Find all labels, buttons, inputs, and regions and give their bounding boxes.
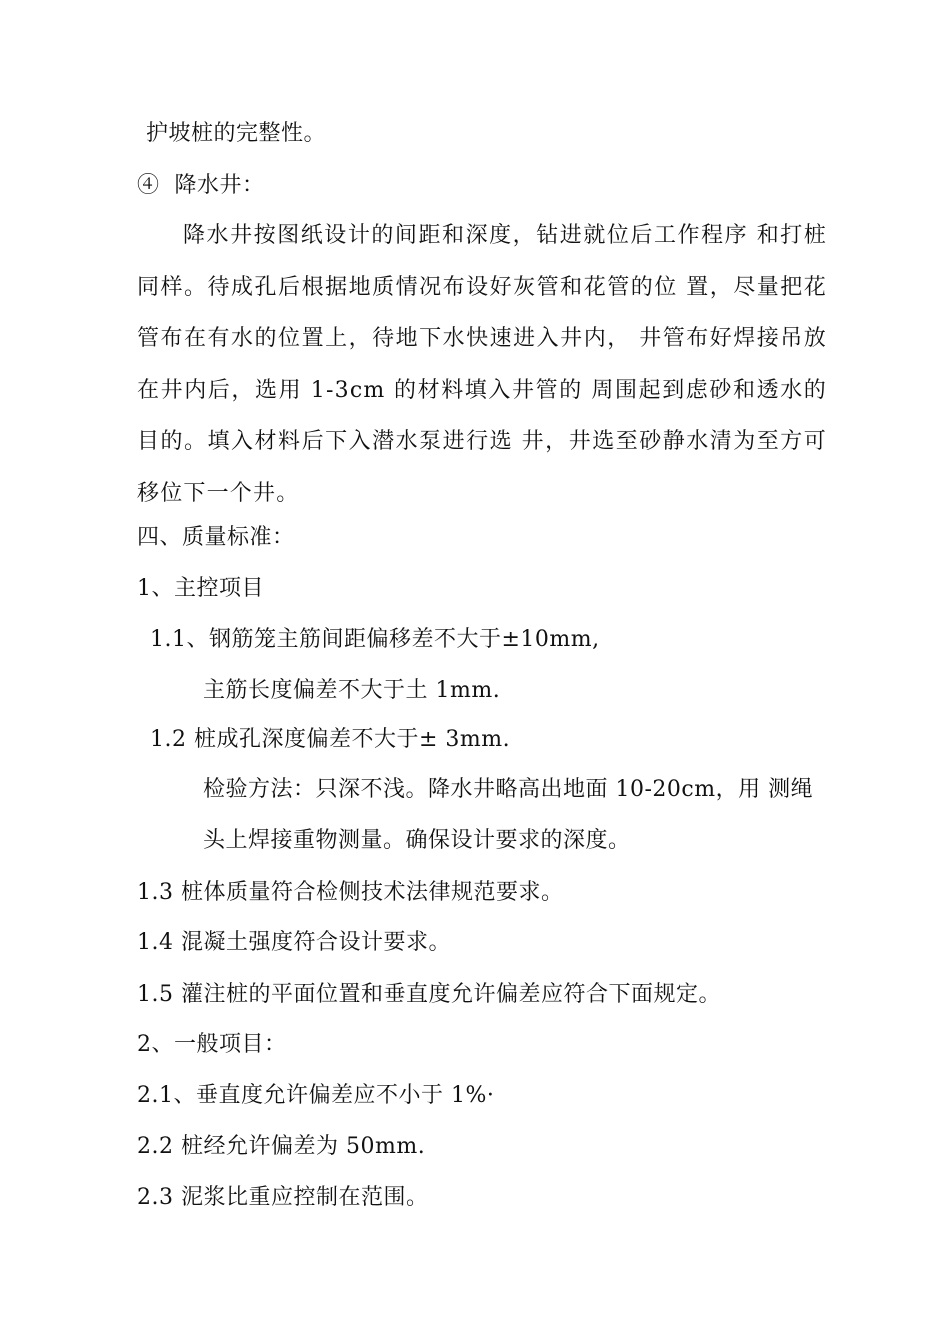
heading-general-items: 2、一般项目： [137, 1032, 287, 1057]
item-1-5: 1.5 灌注桩的平面位置和垂直度允许偏差应符合下面规定。 [137, 982, 721, 1007]
heading-main-control-items: 1、主控项目 [137, 576, 264, 601]
item-1-3: 1.3 桩体质量符合检侧技术法律规范要求。 [137, 880, 564, 905]
item-2-1: 2.1、垂直度允许偏差应不小于 1%· [137, 1083, 495, 1108]
item-1-1: 1.1、钢筋笼主筋间距偏移差不大于±10mm, [150, 627, 600, 652]
inspection-method-line-2: 头上焊接重物测量。确保设计要求的深度。 [203, 828, 631, 853]
item-1-2: 1.2 桩成孔深度偏差不大于± 3mm. [150, 727, 511, 752]
item-1-4: 1.4 混凝土强度符合设计要求。 [137, 930, 451, 955]
item-2-3: 2.3 泥浆比重应控制在范围。 [137, 1185, 429, 1210]
paragraph-dewatering-well-procedure: 降水井按图纸设计的间距和深度，钻进就位后工作程序 和打桩同样。待成孔后根据地质情况布设好灰管和花管的位 置，尽量把花管布在有水的位置上，待地下水快速进入井内， 井管布好焊接吊放在井内后，选用 1-3cm 的材料填入井管的 周围起到虑砂和透水的目的。填入材料后下入潜水泵进行选 井，井选至砂静水清为至方可移位下一个井。 [137, 223, 827, 506]
text-line-slope-pile-integrity: 护坡桩的完整性。 [146, 121, 327, 146]
item-2-2: 2.2 桩经允许偏差为 50mm. [137, 1134, 426, 1159]
inspection-method-line-1: 检验方法：只深不浅。降水井略高出地面 10-20cm，用 测绳 [203, 777, 814, 802]
heading-dewatering-well: ④ 降水井： [137, 173, 265, 198]
heading-quality-standard: 四、质量标准： [137, 525, 295, 550]
item-1-1-detail: 主筋长度偏差不大于土 1mm. [203, 678, 501, 703]
